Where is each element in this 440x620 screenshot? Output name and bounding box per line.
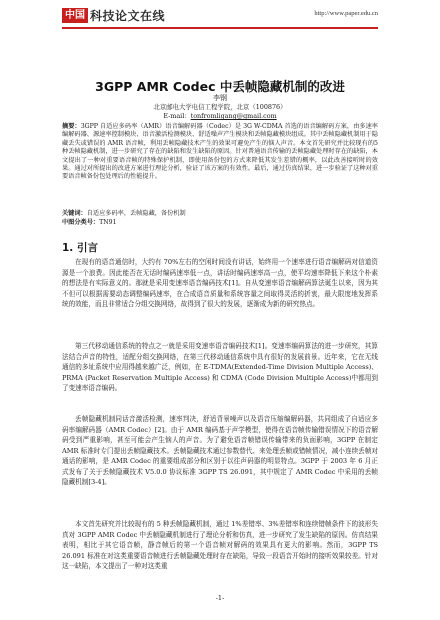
author-email-line	[62, 112, 378, 121]
abstract-text: 3GPP 自适应多码率（AMR）语音编解码器（Codec）是 3G W-CDMA 首选的语音编解码方案，由多速率编解码器、源速率控制模块、语音激活检测模块、舒适噪声产生模块和丢帧隐藏模块组成。其中丢帧隐藏机制用于隐藏丢失或错误的 AMR 语音帧，利用丢帧隐藏技术产生的效果可避免产生的恼人声音。本文首先研究并比较现有的5种丢帧隐藏机制，进一步研究了存在的缺陷和发生缺陷的原因。针对普通语音传输的丢帧隐藏处理时存在的缺陷，本文提出了一种对重要语音帧的特殊保护机制，即使用备份包的方式来降低其发生差错的概率，以此改善接听时的效果。通过对所提出的改进方案进行理论分析，验证了该方案的有效性。最后，通过仿真结果，进一步验证了这种对重要语音帧备份包处理后的性能提升。	[62, 123, 378, 181]
site-logo[interactable]	[62, 7, 165, 23]
intro-paragraph-3: 丢帧隐藏机制同话音激活检测，速率判决，舒适背景噪声以及语音压缩编解码器，共同组成了自适应多码率编解码器（AMR Codec）[2]。由于 AMR 编码基于声学模型，使得在语音帧传输错误情况下的语音解码受到严重影响，甚至可能会产生恼人的声音。为了避免语音帧错误传输带来的负面影响，3GPP 在制定 AMR 标准时专门提出丢帧隐藏技术。丢帧隐藏技术通过参数替代、来处理丢帧或错帧情况，减小连续丢帧对通话的影响，是 AMR Codec 的重要组成部分和区别于以往声码器的明显特点。3GPP 于 2003 年 6 月正式发布了关于丢帧隐藏技术 V5.0.0 协议标准 3GPP TS 26.091，其中规定了 AMR Codec 中采用的丢帧隐藏机制[3-4]。	[62, 415, 378, 486]
paper-title: 3GPP AMR Codec 中丢帧隐藏机制的改进	[95, 79, 345, 94]
page-header	[0, 0, 440, 40]
logo-mark: 中国	[62, 8, 88, 23]
keywords	[62, 210, 378, 218]
intro-paragraph-2: 第三代移动通信系统的特点之一就是采用变速率语音编码技术[1]。变速率编码算法的进一步研究，其算法结合声音的特性，适配分组交换网络，在第三代移动通信系统中具有很好的发展前景。近年来，它在无线通信的多址系统中应用得越来越广泛，例如，在 E-TDMA(Extended-Time Division Multiple Access)、PRMA (Packet Reservation Multiple Access) 和 CDMA (Code Division Multiple Access)中都用到了变速率语音编码。	[62, 342, 378, 392]
logo-text: 科技论文在线	[90, 8, 166, 23]
intro-paragraph-1: 在现有的语音通信时，大约有 70%左右的空闲时间没有讲话，始终用一个速率进行语音编解码对信道资源是一个浪费。因此能否在无话时编码速率低一点，讲话时编码速率高一点，使平均速率降低下来这个朴素的想法是有实际意义的。那就是采用变速率语音编码技术[1]。自从变速率语音编解码算法诞生以来，因为其不但可以根据需要动态调整编码速率，在合成语音质量和系统容量之间取得灵活的折衷，最大限度地发挥系统的效能，而且非常适合分组交换网络，故得到了很大的发展，逐渐成为新的研究热点。	[62, 258, 378, 308]
classification-number	[62, 219, 378, 227]
author-affiliation: 北京邮电大学电信工程学院，北京（100876）	[153, 103, 287, 111]
clc-label: 中图分类号：	[62, 219, 100, 226]
site-url[interactable]: http://www.paper.edu.cn	[314, 10, 378, 17]
abstract-label: 摘要：	[62, 123, 81, 130]
section-heading-intro: 1. 引言	[62, 242, 98, 254]
page-number: -1-	[215, 594, 225, 602]
author-email-link[interactable]: tonfromligang@gmail.com	[190, 112, 277, 120]
header-rule	[62, 27, 378, 29]
intro-paragraph-4: 本文首先研究并比较现有的 5 种丢帧隐藏机制，通过 1%差错率、3%差错率和连续错帧条件下的波形失真对 3GPP AMR Codec 中丢帧隐藏机制进行了理论分析和仿真，进一步研究了发生缺陷的原因。仿真结果表明，相比于其它语音帧，静音帧后的第一个语音帧对解码的效果具有更大的影响。然而，3GPP TS 26.091 标准在对这类重要语音帧进行丢帧隐藏处理时存在缺陷，导致一段语音开始时的接听效果较差。针对这一缺陷，本文提出了一种对这类重	[62, 520, 378, 570]
author-name: 李钢	[213, 94, 227, 102]
keywords-label: 关键词：	[62, 210, 87, 217]
email-label: E-mail：	[163, 112, 191, 120]
abstract	[62, 123, 378, 182]
keywords-text: 自适应多码率，丢帧隐藏，备份机制	[86, 210, 186, 217]
clc-text: TN91	[99, 219, 117, 226]
